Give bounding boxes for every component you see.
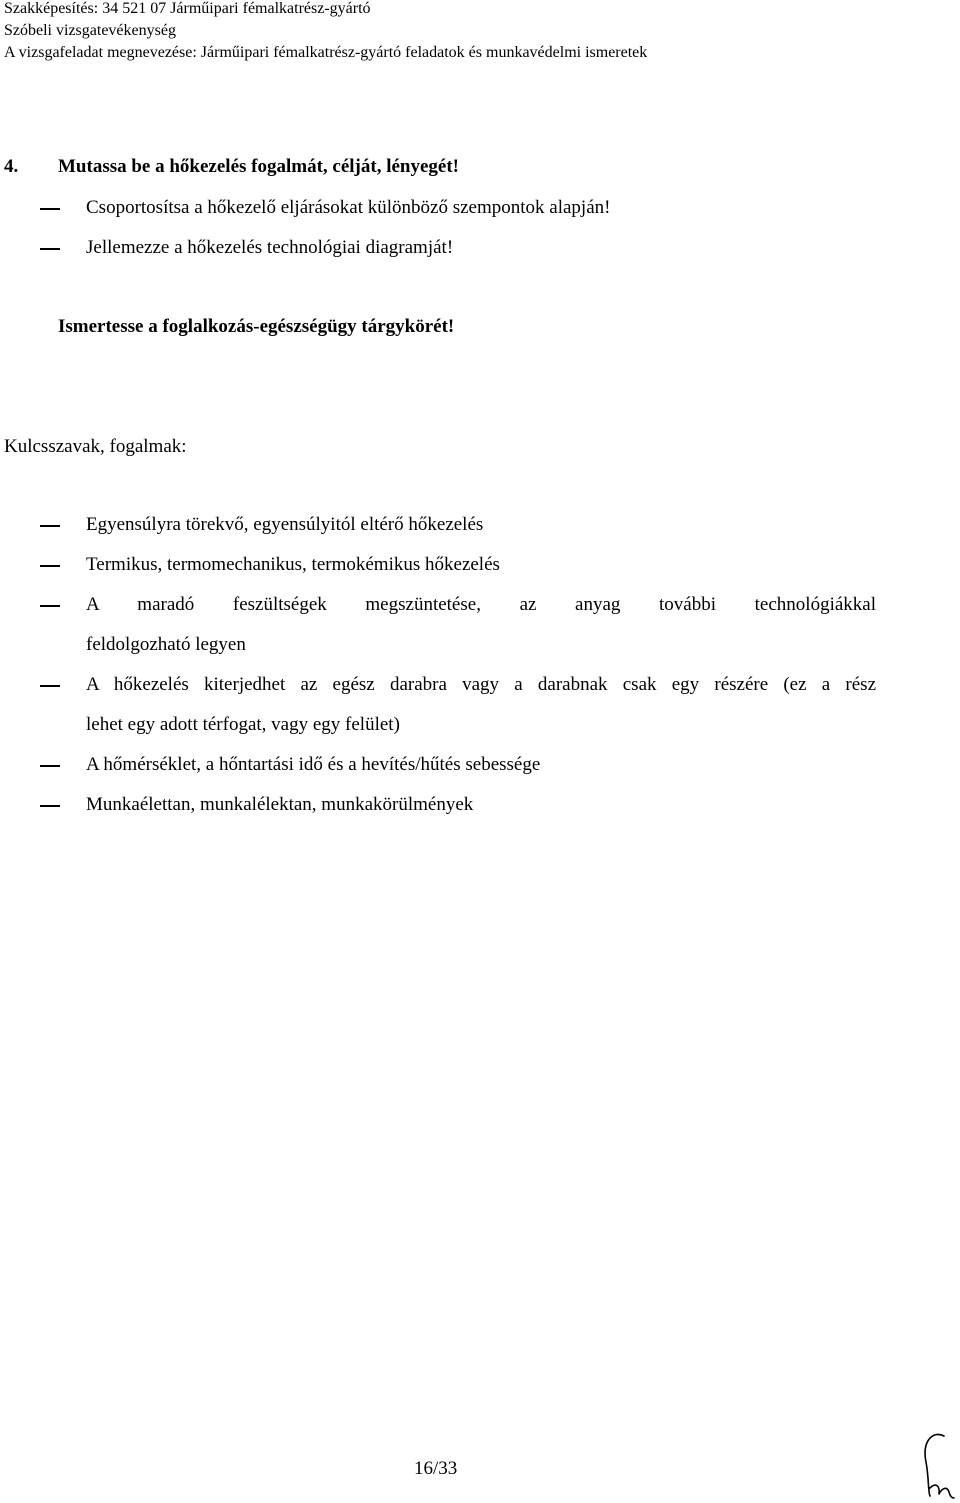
keyword-text: A maradó feszültségek megszüntetése, az anyag további technológiákkal	[86, 594, 876, 615]
dash-bullet	[40, 605, 60, 607]
question-text: Mutassa be a hőkezelés fogalmát, célját, lényegét!	[58, 156, 460, 177]
keyword-text: A hőkezelés kiterjedhet az egész darabra vagy a darabnak csak egy részére (ez a rész	[86, 674, 876, 695]
header-qualification: Szakképesítés: 34 521 07 Járműipari fémalkatrész-gyártó	[4, 0, 371, 17]
dash-bullet	[40, 565, 60, 567]
dash-bullet	[40, 765, 60, 767]
question-extra: Ismertesse a foglalkozás-egészségügy tárgykörét!	[58, 316, 455, 337]
dash-bullet	[40, 685, 60, 687]
dash-bullet	[40, 208, 60, 210]
dash-bullet	[40, 248, 60, 250]
question-subitem-text: Jellemezze a hőkezelés technológiai diagramját!	[86, 237, 454, 258]
keyword-text: feldolgozható legyen	[86, 634, 246, 655]
signature-initials-icon	[918, 1428, 956, 1500]
keyword-text: Termikus, termomechanikus, termokémikus hőkezelés	[86, 554, 500, 575]
keyword-text: lehet egy adott térfogat, vagy egy felület)	[86, 714, 400, 735]
keywords-heading: Kulcsszavak, fogalmak:	[4, 436, 187, 457]
question-subitem-text: Csoportosítsa a hőkezelő eljárásokat különböző szempontok alapján!	[86, 197, 611, 218]
question-title	[4, 156, 459, 178]
keyword-text: A hőmérséklet, a hőntartási idő és a hevítés/hűtés sebessége	[86, 754, 541, 775]
header-exam-type: Szóbeli vizsgatevékenység	[4, 22, 176, 39]
dash-bullet	[40, 805, 60, 807]
keyword-text: Munkaélettan, munkalélektan, munkakörülmények	[86, 794, 474, 815]
dash-bullet	[40, 525, 60, 527]
header-task-name: A vizsgafeladat megnevezése: Járműipari fémalkatrész-gyártó feladatok és munkavédelmi ismeretek	[4, 44, 648, 61]
keyword-text: Egyensúlyra törekvő, egyensúlyitól eltérő hőkezelés	[86, 514, 484, 535]
question-number: 4.	[4, 156, 19, 177]
page-number: 16/33	[414, 1458, 458, 1479]
